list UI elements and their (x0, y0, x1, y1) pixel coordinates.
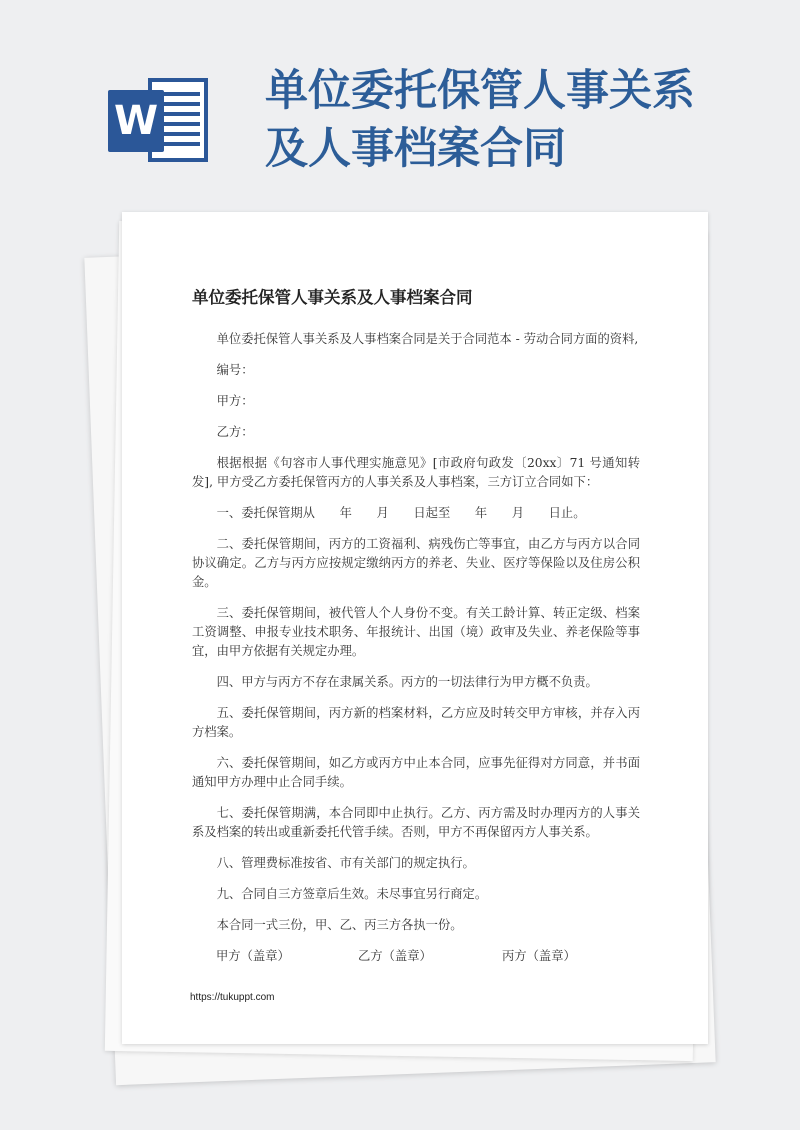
paragraph-intro: 单位委托保管人事关系及人事档案合同是关于合同范本 - 劳动合同方面的资料, (216, 332, 639, 346)
clause-6: 六、委托保管期间，如乙方或丙方中止本合同，应事先征得对方同意，并书面通知甲方办理中止合同手续。 (192, 756, 640, 789)
clause-1: 一、委托保管期从 年 月 日起至 年 月 日止。 (216, 506, 586, 520)
banner-title-line1: 单位委托保管人事关系 (265, 66, 695, 116)
clause-7: 七、委托保管期满，本合同即中止执行。乙方、丙方需及时办理丙方的人事关系及档案的转出或重新委托代管手续。否则，甲方不再保留丙方人事关系。 (192, 806, 640, 839)
field-party-b: 乙方： (216, 425, 254, 439)
signature-row (192, 947, 640, 966)
word-document-icon (108, 72, 214, 166)
document-title: 单位委托保管人事关系及人事档案合同 (192, 288, 473, 307)
clause-3: 三、委托保管期间，被代管人个人身份不变。有关工龄计算、转正定级、档案工资调整、申报专业技术职务、年报统计、出国（境）政审及失业、养老保险等事宜，由甲方依据有关规定办理。 (192, 606, 640, 658)
clause-2: 二、委托保管期间，丙方的工资福利、病残伤亡等事宜，由乙方与丙方以合同协议确定。乙方与丙方应按规定缴纳丙方的养老、失业、医疗等保险以及住房公积金。 (192, 537, 640, 589)
copies-note: 本合同一式三份，甲、乙、丙三方各执一份。 (216, 918, 463, 932)
banner-title-line2: 及人事档案合同 (265, 124, 566, 174)
banner-title (265, 62, 785, 178)
signature-party-c: 丙方（盖章） (502, 949, 576, 963)
signature-party-a: 甲方（盖章） (216, 949, 290, 963)
footer-url: https://tukuppt.com (190, 992, 275, 1003)
field-number: 编号： (216, 363, 254, 377)
clause-8: 八、管理费标准按省、市有关部门的规定执行。 (216, 856, 475, 870)
clause-5: 五、委托保管期间，丙方新的档案材料，乙方应及时转交甲方审核，并存入丙方档案。 (192, 706, 640, 739)
signature-party-b: 乙方（盖章） (358, 949, 432, 963)
word-w-badge: W (108, 90, 164, 152)
banner (0, 0, 800, 200)
field-party-a: 甲方： (216, 394, 254, 408)
clause-9: 九、合同自三方签章后生效。未尽事宜另行商定。 (216, 887, 488, 901)
clause-4: 四、甲方与丙方不存在隶属关系。丙方的一切法律行为甲方概不负责。 (216, 675, 598, 689)
document-body (192, 330, 640, 978)
paragraph-basis: 根据根据《句容市人事代理实施意见》[市政府句政发〔20xx〕71 号通知转发], 甲方受乙方委托保管丙方的人事关系及人事档案，三方订立合同如下： (192, 456, 640, 489)
document-page (122, 212, 708, 1044)
